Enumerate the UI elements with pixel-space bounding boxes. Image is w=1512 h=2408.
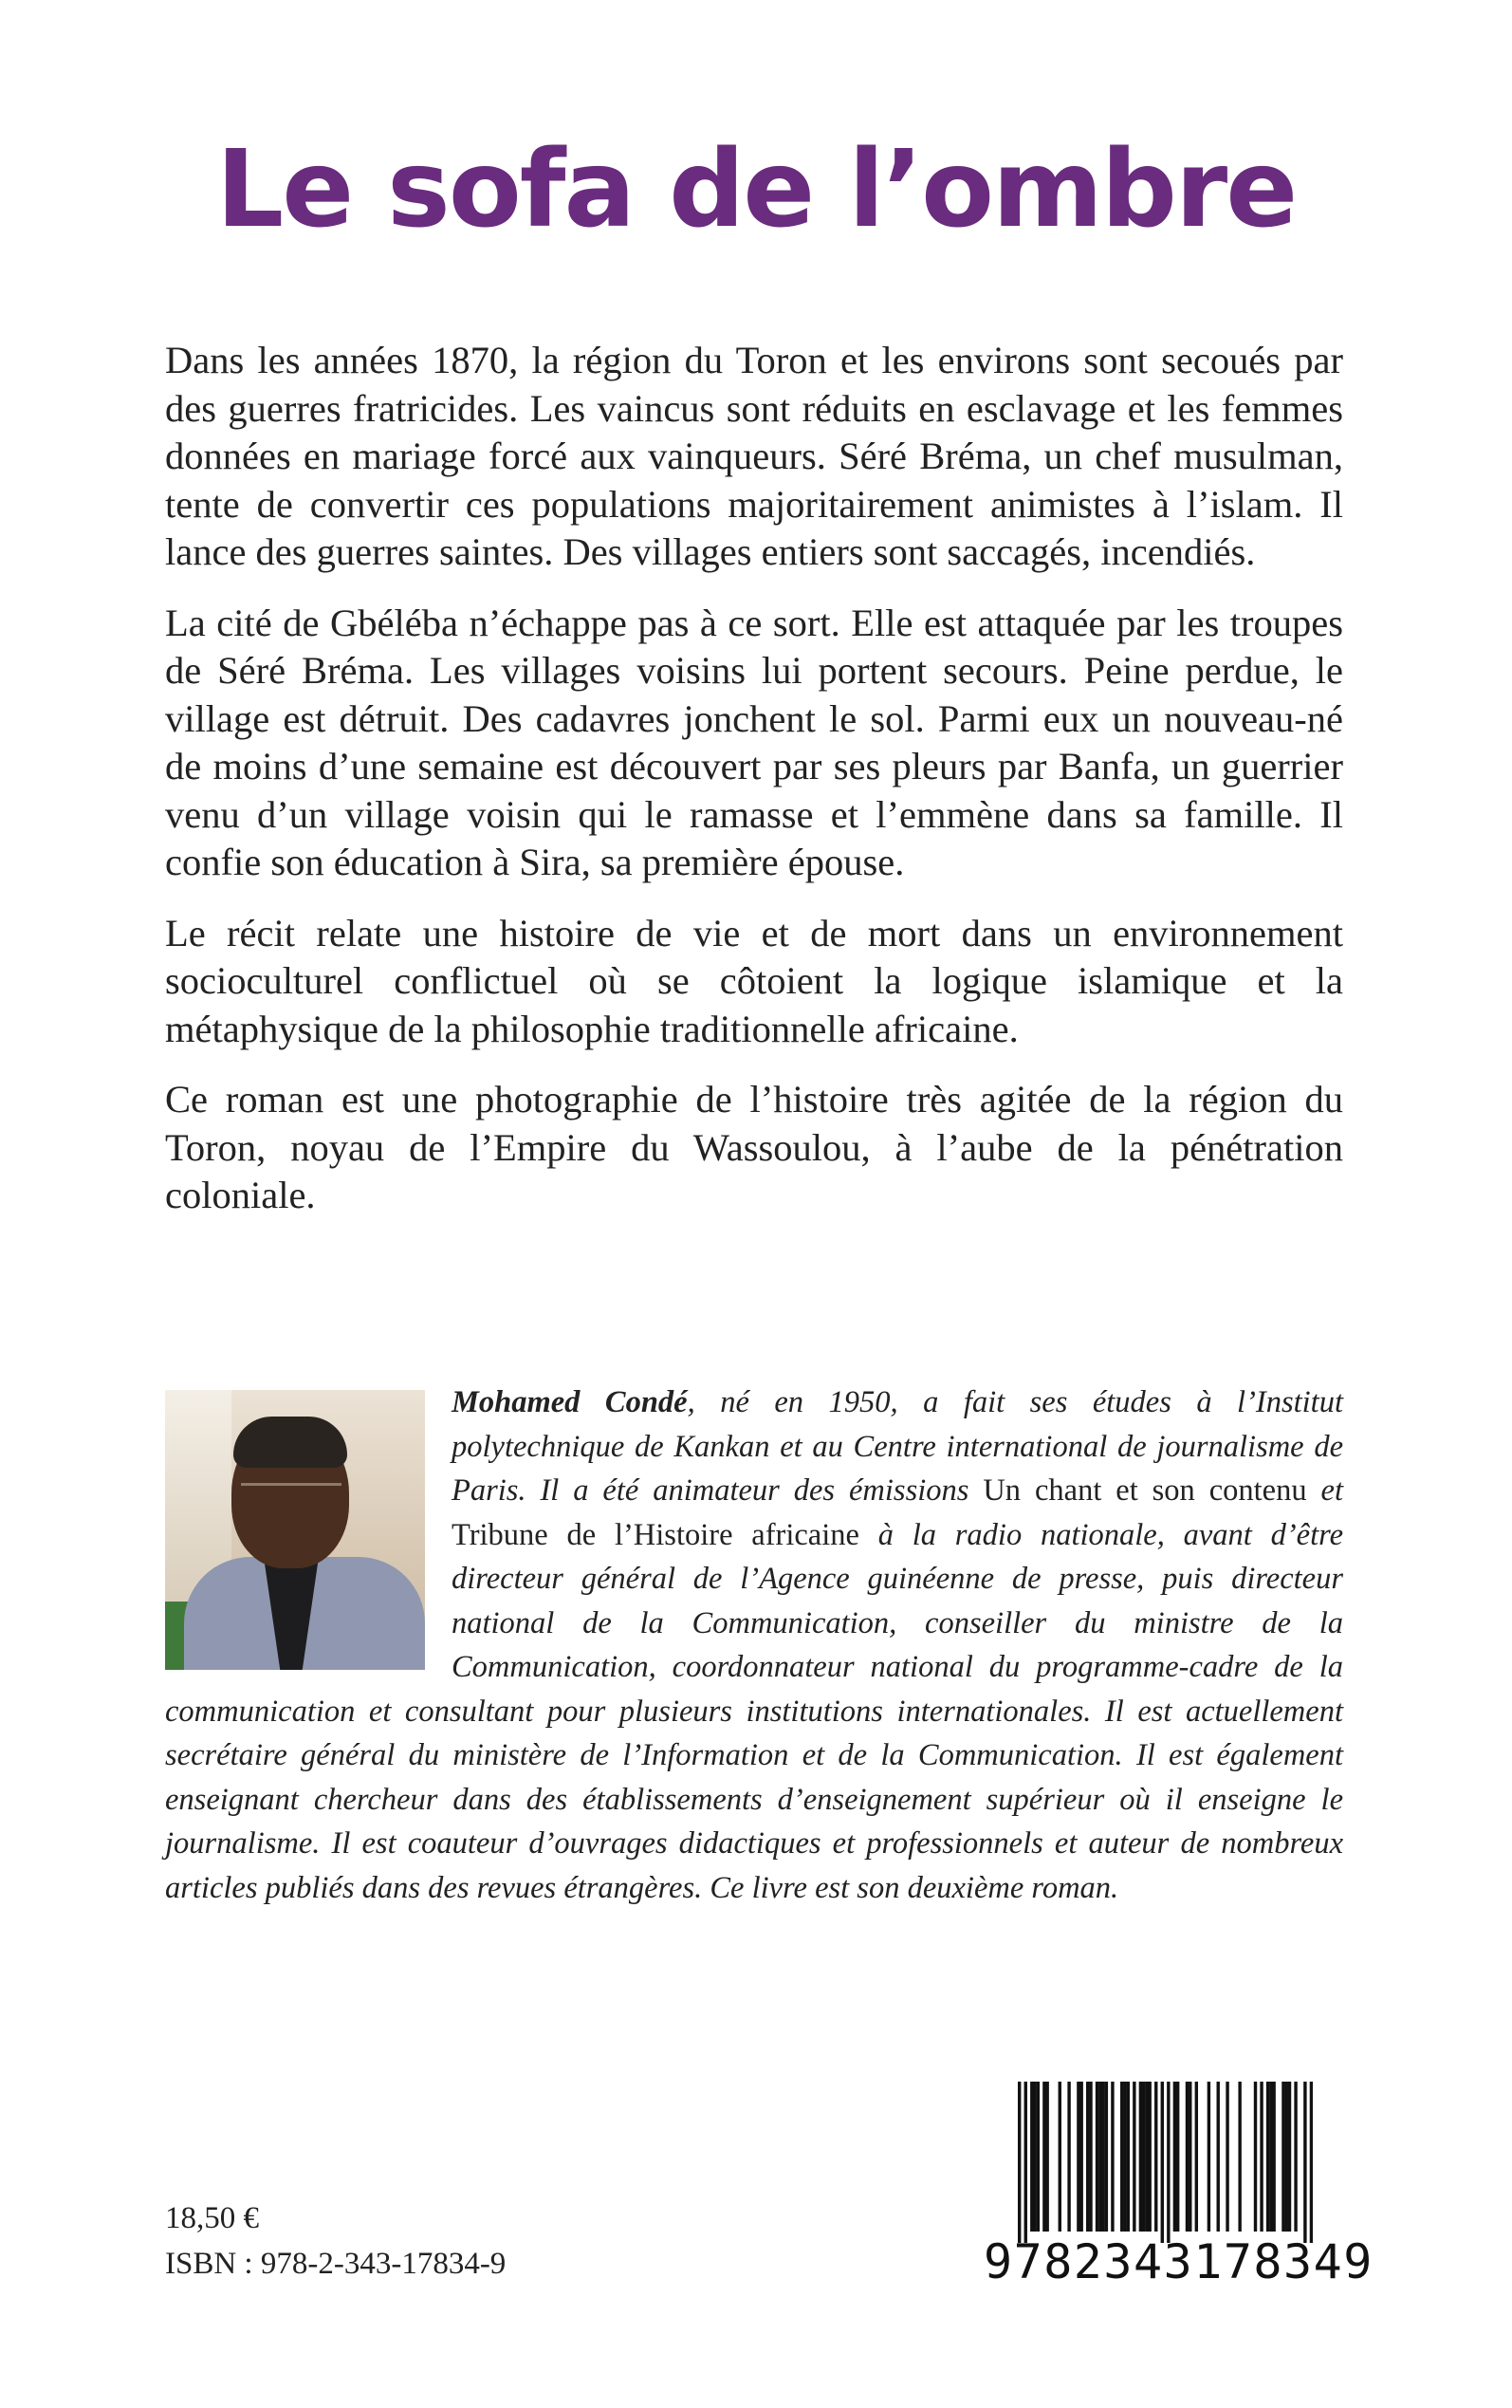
barcode-bar <box>1186 2082 1189 2232</box>
barcode-bar <box>1139 2082 1142 2232</box>
barcode-bar <box>1254 2082 1257 2232</box>
barcode-bar <box>1133 2082 1135 2232</box>
barcode-bar <box>1310 2082 1313 2243</box>
bio-conjunction: et <box>1306 1473 1343 1508</box>
barcode-bar <box>1101 2082 1104 2232</box>
barcode-bar <box>1266 2082 1269 2232</box>
barcode-bar <box>1167 2082 1170 2243</box>
author-photo <box>165 1390 425 1670</box>
barcode-bar <box>1067 2082 1070 2232</box>
barcode-bar <box>1018 2082 1021 2243</box>
barcode-bar <box>1269 2082 1272 2232</box>
barcode-bar <box>1086 2082 1089 2232</box>
barcode-bar <box>1161 2082 1164 2243</box>
barcode-bar <box>1042 2082 1045 2232</box>
barcode-bar <box>1142 2082 1145 2232</box>
radio-show-1: Un chant et son contenu <box>983 1473 1307 1508</box>
barcode-bar <box>1226 2082 1228 2232</box>
barcode-bar <box>1260 2082 1263 2232</box>
barcode-bar <box>1059 2082 1061 2232</box>
barcode-bar <box>1033 2082 1036 2232</box>
summary-paragraph-1: Dans les années 1870, la région du Toron et les environs sont secoués par des guerres fratricides. Les vaincus sont réduits en esclavage et les femmes données en mariage forcé aux vainqueurs. Séré Bréma, un chef musulman, tente de convertir ces populations majoritairement animistes à l’islam. Il lance des guerres saintes. Des villages entiers sont saccagés, incendiés. <box>165 339 1343 573</box>
summary-paragraph-4: Ce roman est une photographie de l’histoire très agitée de la région du Toron, noyau de l’Empire du Wassoulou, à l’aube de la pénétration coloniale. <box>165 1078 1343 1216</box>
barcode-bar <box>1123 2082 1126 2232</box>
barcode-bar <box>1285 2082 1288 2232</box>
barcode-bars <box>1018 2082 1313 2243</box>
barcode-bar <box>1173 2082 1176 2232</box>
isbn: ISBN : 978-2-343-17834-9 <box>165 2247 507 2281</box>
barcode-bar <box>1272 2082 1275 2232</box>
barcode-bar <box>1288 2082 1291 2232</box>
barcode-bar <box>1089 2082 1092 2232</box>
barcode-bar <box>1208 2082 1210 2232</box>
summary-paragraph-2: La cité de Gbéléba n’échappe pas à ce sort. Elle est attaquée par les troupes de Séré Bréma. Les villages voisins lui portent secours. Peine perdue, le village est détruit. Des cadavres jonchent le sol. Parmi eux un nouveau-né de moins d’une semaine est découvert par ses pleurs par Banfa, un guerrier venu d’un village voisin qui le ramasse et l’emmène dans sa famille. Il confie son éducation à Sira, sa première épouse. <box>165 601 1343 883</box>
barcode-bar <box>1294 2082 1297 2232</box>
barcode-bar <box>1189 2082 1191 2232</box>
isbn-barcode <box>984 2082 1374 2295</box>
barcode-bar <box>1217 2082 1220 2232</box>
barcode-bar <box>1120 2082 1123 2232</box>
barcode-bar <box>1148 2082 1151 2232</box>
book-title: Le sofa de l’ombre <box>215 128 1297 251</box>
price: 18,50 € <box>165 2201 259 2235</box>
barcode-bar <box>1127 2082 1130 2232</box>
barcode-bar <box>1098 2082 1101 2232</box>
barcode-bar <box>1045 2082 1048 2232</box>
bio-text-2: à la radio nationale, avant d’être directeur général de l’Agence guinéenne de presse, puis directeur national de la Communication, conseiller du ministre de la Communication, coordonnateur national du programme-cadre de la communication et consultant pour plusieurs institutions internationales. Il est actuellement secrétaire général du ministère de l’Information et de la Communication. Il est également enseignant chercheur dans des établissements d’enseignement supérieur où il enseigne le journalisme. Il est coauteur d’ouvrages didactiques et professionnels et auteur de nombreux articles publiés dans des revues étrangères. Ce livre est son deuxième roman. <box>165 1517 1343 1905</box>
author-bio <box>165 1380 1343 1910</box>
barcode-bar <box>1195 2082 1198 2232</box>
author-name: Mohamed Condé <box>452 1385 688 1419</box>
barcode-number: 9782343178349 <box>984 2234 1374 2289</box>
barcode-bar <box>1037 2082 1040 2232</box>
barcode-bar <box>1303 2082 1306 2243</box>
barcode-bar <box>1079 2082 1082 2232</box>
barcode-bar <box>1111 2082 1114 2232</box>
barcode-bar <box>1176 2082 1179 2232</box>
barcode-bar <box>1077 2082 1079 2232</box>
barcode-bar <box>1030 2082 1033 2232</box>
summary-paragraph-3: Le récit relate une histoire de vie et de mort dans un environnement socioculturel conflictuel où se côtoient la logique islamique et la métaphysique de la philosophie traditionnelle africaine. <box>165 911 1343 1050</box>
radio-show-2: Tribune de l’Histoire africaine <box>452 1517 859 1552</box>
bio-text-1: , né en 1950, a fait ses études à l’Institut polytechnique de Kankan et au Centre international de journalisme de Paris. Il a été animateur des émissions <box>452 1385 1343 1508</box>
barcode-bar <box>1145 2082 1148 2232</box>
barcode-bar <box>1096 2082 1098 2232</box>
barcode-bar <box>1024 2082 1027 2243</box>
barcode-bar <box>1282 2082 1284 2232</box>
barcode-bar <box>1238 2082 1241 2232</box>
barcode-bar <box>1154 2082 1157 2232</box>
book-summary <box>165 337 1343 1243</box>
barcode-bar <box>1105 2082 1108 2232</box>
